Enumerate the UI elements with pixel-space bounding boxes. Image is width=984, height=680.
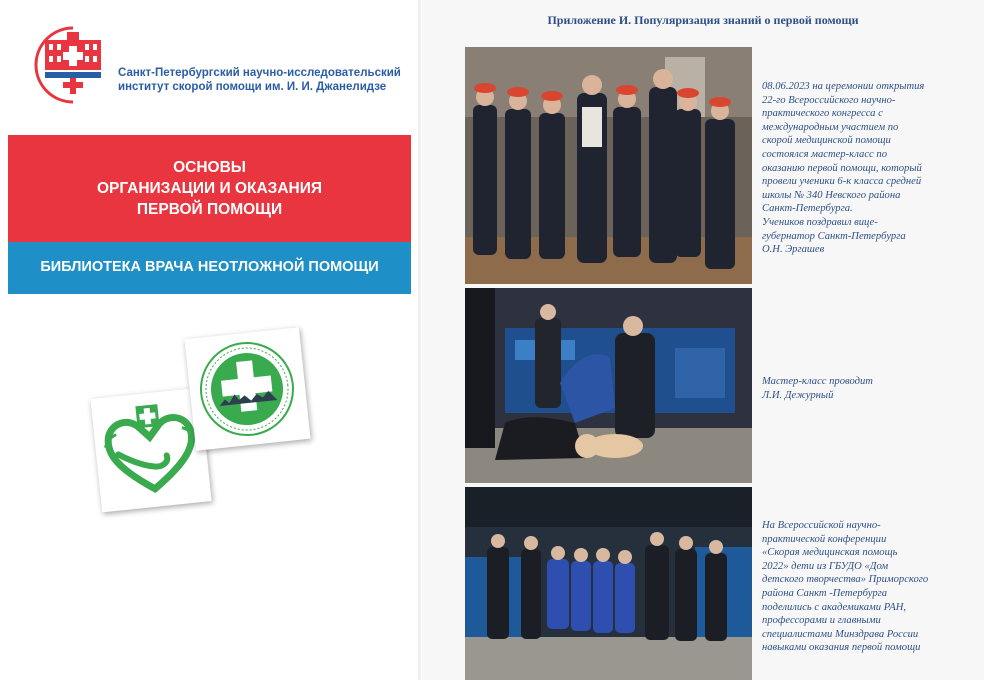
book-cover (0, 0, 413, 588)
caption-line: специалистами Минздрава России (762, 628, 919, 640)
cover-title-line-2: ОРГАНИЗАЦИИ И ОКАЗАНИЯ (96, 180, 323, 197)
caption-line: губернатор Санкт-Петербурга (762, 230, 906, 242)
caption-line: оказанию первой помощи, который (762, 162, 922, 174)
caption-line: На Всероссийской научно- (762, 520, 881, 531)
caption-line: района Санкт -Петербурга (762, 587, 888, 599)
caption-line: Мастер-класс проводит (762, 376, 873, 387)
institute-logo-icon (33, 24, 111, 106)
medical-cross-seal-icon (184, 327, 310, 450)
caption-line: провели ученики 6-к класса средней (762, 176, 922, 188)
caption-line: профессорами и главными (762, 615, 881, 627)
caption-line: состоялся мастер-класс по (762, 148, 887, 160)
caption-line: 22-го Всероссийского научно- (762, 94, 896, 106)
caption-line: школы № 340 Невского района (762, 189, 901, 201)
series-title: БИБЛИОТЕКА ВРАЧА НЕОТЛОЖНОЙ ПОМОЩИ (40, 259, 379, 275)
cross-seal-badge (184, 327, 310, 450)
institute-name-line-1: Санкт-Петербургский научно-исследовательский (118, 67, 401, 79)
institute-name (118, 66, 408, 94)
caption-cadets (762, 80, 974, 257)
caption-line: Учеников поздравил вице- (762, 216, 878, 228)
caption-line: 08.06.2023 на церемонии открытия (762, 81, 925, 92)
photo-master-class (465, 288, 752, 483)
photo-cadets-group (465, 47, 752, 284)
caption-line: «Скорая медицинская помощь (762, 547, 898, 559)
cover-title-line-3: ПЕРВОЙ ПОМОЩИ (136, 201, 283, 218)
caption-master-class (762, 375, 974, 402)
cover-title (8, 157, 411, 220)
appendix-title: Приложение И. Популяризация знаний о первой помощи (547, 13, 859, 27)
caption-line: поделились с академиками РАН, (762, 601, 907, 613)
caption-conference (762, 519, 974, 655)
caption-line: О.Н. Эргашев (762, 244, 825, 256)
page-edge (418, 0, 421, 680)
caption-line: 2022» дети из ГБУДО «Дом (762, 560, 889, 572)
photo-conference-group (465, 487, 752, 680)
cover-title-line-1: ОСНОВЫ (173, 159, 246, 176)
caption-line: практической конференции (762, 533, 887, 545)
caption-line: навыками оказания первой помощи (762, 642, 921, 654)
caption-line: скорой медицинской помощи (762, 135, 891, 147)
caption-line: детского творчества» Приморского (762, 574, 929, 586)
caption-line: практического конгресса с (762, 108, 883, 120)
caption-line: Санкт-Петербурга. (762, 203, 853, 215)
caption-line: Л.И. Дежурный (762, 389, 834, 401)
institute-name-line-2: институт скорой помощи им. И. И. Джанелидзе (118, 81, 387, 93)
caption-line: международным участием по (762, 121, 899, 133)
